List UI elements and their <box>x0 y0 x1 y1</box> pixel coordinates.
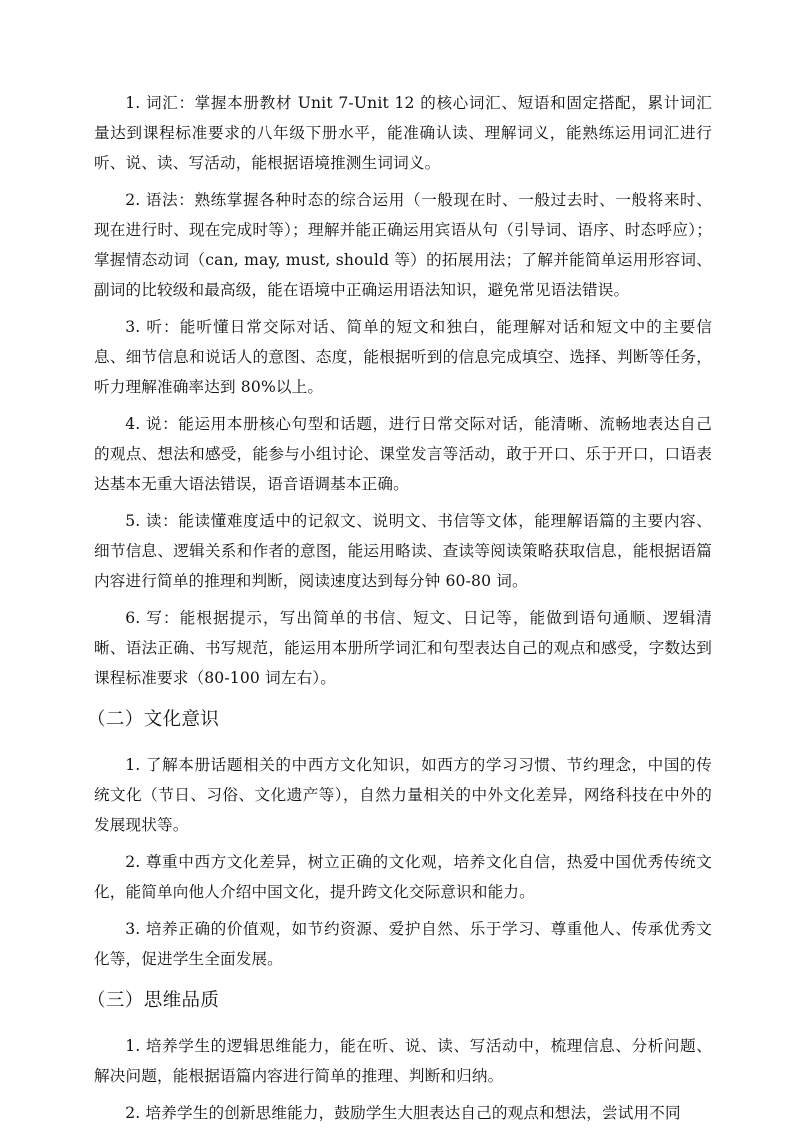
paragraph-creative-thinking: 2. 培养学生的创新思维能力，鼓励学生大胆表达自己的观点和想法，尝试用不同 <box>125 1104 681 1122</box>
paragraph-culture-values: 3. 培养正确的价值观，如节约资源、爱护自然、乐于学习、尊重他人、传承优秀文化等，促进学生全面发展。 <box>94 920 712 968</box>
paragraph-grammar: 2. 语法：熟练掌握各种时态的综合运用（一般现在时、一般过去时、一般将来时、现在进行时、现在完成时等）；理解并能正确运用宾语从句（引导词、语序、时态呼应）；掌握情态动词（can, may, must, should 等）的拓展用法；了解并能简单运用形容词、副词的比较级和最高级，能在语境中正确运用语法知识，避免常见语法错误。 <box>94 191 712 299</box>
paragraph-speaking: 4. 说：能运用本册核心句型和话题，进行日常交际对话，能清晰、流畅地表达自己的观点、想法和感受，能参与小组讨论、课堂发言等活动，敢于开口、乐于开口，口语表达基本无重大语法错误，语音语调基本正确。 <box>94 415 712 493</box>
paragraph-logical-thinking: 1. 培养学生的逻辑思维能力，能在听、说、读、写活动中，梳理信息、分析问题、解决问题，能根据语篇内容进行简单的推理、判断和归纳。 <box>94 1037 712 1085</box>
paragraph-listening: 3. 听：能听懂日常交际对话、简单的短文和独白，能理解对话和短文中的主要信息、细节信息和说话人的意图、态度，能根据听到的信息完成填空、选择、判断等任务，听力理解准确率达到 80%以上。 <box>94 318 712 396</box>
paragraph-culture-respect: 2. 尊重中西方文化差异，树立正确的文化观，培养文化自信，热爱中国优秀传统文化，能简单向他人介绍中国文化，提升跨文化交际意识和能力。 <box>94 853 712 901</box>
paragraph-vocabulary: 1. 词汇：掌握本册教材 Unit 7-Unit 12 的核心词汇、短语和固定搭配，累计词汇量达到课程标准要求的八年级下册水平，能准确认读、理解词义，能熟练运用词汇进行听、说、读、写活动，能根据语境推测生词词义。 <box>94 94 712 172</box>
paragraph-culture-knowledge: 1. 了解本册话题相关的中西方文化知识，如西方的学习习惯、节约理念，中国的传统文化（节日、习俗、文化遗产等），自然力量相关的中外文化差异，网络科技在中外的发展现状等。 <box>94 756 712 834</box>
section-heading-thinking-quality: （三）思维品质 <box>87 990 220 1011</box>
paragraph-writing: 6. 写：能根据提示，写出简单的书信、短文、日记等，能做到语句通顺、逻辑清晰、语法正确、书写规范，能运用本册所学词汇和句型表达自己的观点和感受，字数达到课程标准要求（80-100 词左右）。 <box>94 609 712 687</box>
section-heading-cultural-awareness: （二）文化意识 <box>87 709 220 730</box>
paragraph-reading: 5. 读：能读懂难度适中的记叙文、说明文、书信等文体，能理解语篇的主要内容、细节信息、逻辑关系和作者的意图，能运用略读、查读等阅读策略获取信息，能根据语篇内容进行简单的推理和判断，阅读速度达到每分钟 60-80 词。 <box>94 512 712 590</box>
